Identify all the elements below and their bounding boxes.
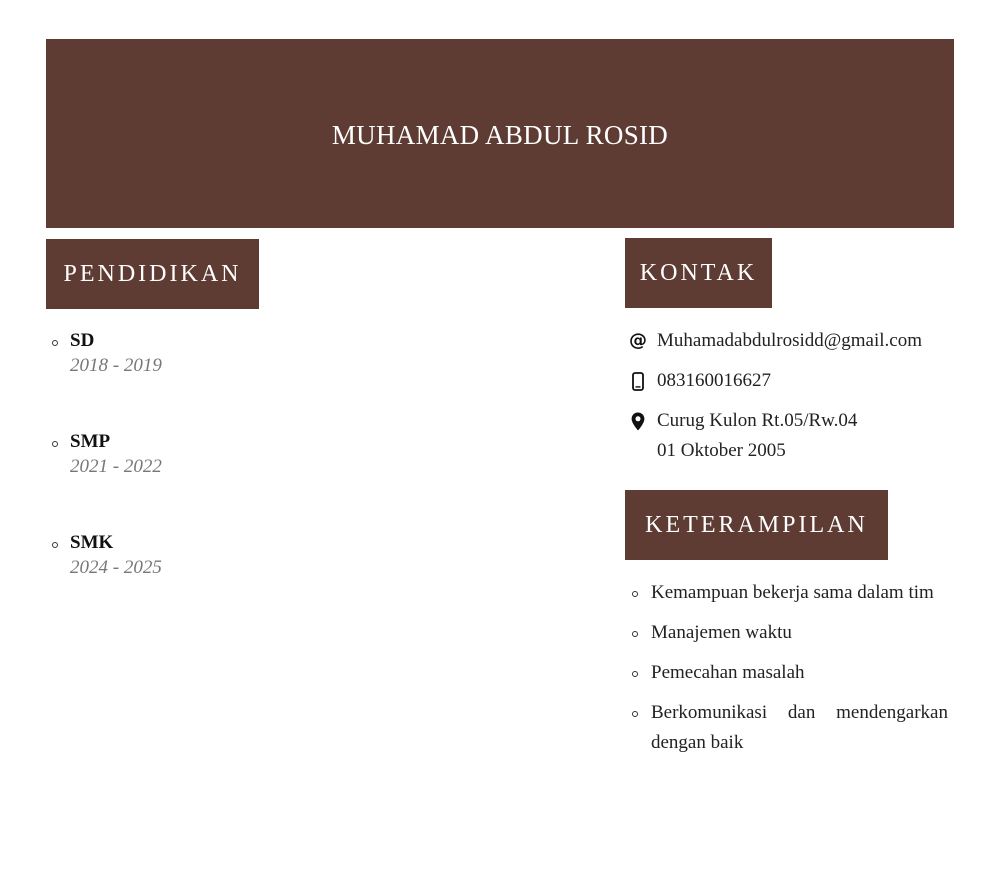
circle-bullet-icon xyxy=(52,340,58,346)
skill-item xyxy=(632,698,948,758)
location-pin-icon xyxy=(628,410,648,432)
education-item-smk xyxy=(52,530,162,578)
circle-bullet-icon xyxy=(632,671,638,677)
education-years: 2018 - 2019 xyxy=(70,355,162,376)
header-banner xyxy=(46,39,954,228)
education-years: 2021 - 2022 xyxy=(70,456,162,477)
phone-icon xyxy=(628,370,648,392)
contact-address-row xyxy=(628,406,922,466)
skill-item xyxy=(632,618,948,648)
education-level: SD xyxy=(70,330,95,351)
skills-heading: KETERAMPILAN xyxy=(625,490,888,560)
circle-bullet-icon xyxy=(52,542,58,548)
circle-bullet-icon xyxy=(632,711,638,717)
contact-phone: 083160016627 xyxy=(657,370,771,391)
at-icon: @ xyxy=(629,330,647,351)
skill-item xyxy=(632,578,948,608)
circle-bullet-icon xyxy=(632,631,638,637)
contact-address-line1: Curug Kulon Rt.05/Rw.04 xyxy=(657,410,858,431)
education-item-smp xyxy=(52,429,162,477)
skill-label: Pemecahan masalah xyxy=(651,662,805,683)
education-years: 2024 - 2025 xyxy=(70,557,162,578)
education-level: SMP xyxy=(70,431,111,452)
contact-email: Muhamadabdulrosidd@gmail.com xyxy=(657,330,922,351)
contact-list xyxy=(628,326,922,476)
circle-bullet-icon xyxy=(52,441,58,447)
resume-name: MUHAMAD ABDUL ROSID xyxy=(331,120,669,150)
skills-list xyxy=(632,578,948,768)
skill-label: Berkomunikasi dan mendengarkan dengan baik xyxy=(651,702,948,753)
education-heading: PENDIDIKAN xyxy=(46,239,259,309)
contact-email-row xyxy=(628,326,922,356)
skill-item xyxy=(632,658,948,688)
skill-label: Manajemen waktu xyxy=(651,622,792,643)
skill-label: Kemampuan bekerja sama dalam tim xyxy=(651,582,934,603)
contact-phone-row xyxy=(628,366,922,396)
contact-address-line2: 01 Oktober 2005 xyxy=(657,440,786,461)
circle-bullet-icon xyxy=(632,591,638,597)
education-item-sd xyxy=(52,328,162,376)
education-list xyxy=(52,328,162,631)
education-level: SMK xyxy=(70,532,114,553)
contact-heading: KONTAK xyxy=(625,238,772,308)
